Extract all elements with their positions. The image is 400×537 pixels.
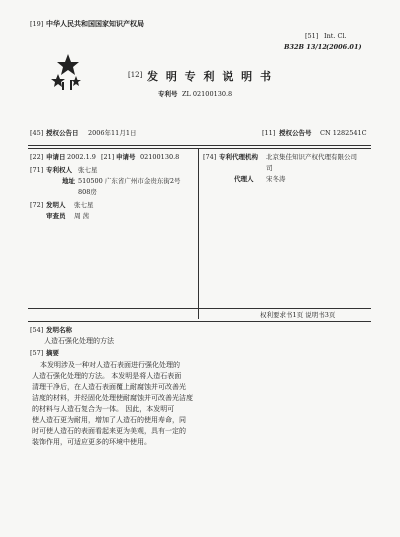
abstract-line: 本发明涉及一种对人造石表面进行强化处理的 <box>40 361 180 369</box>
app-date-label: 申请日 <box>46 153 66 161</box>
code-71: [71] <box>30 166 44 174</box>
document-title: 发 明 专 利 说 明 书 <box>147 70 273 83</box>
patent-number-label: 专利号 <box>158 90 178 98</box>
abstract-line: 时可使人造石的表面看起来更为美观，具有一定的 <box>32 427 186 435</box>
agency-label: 专利代理机构 <box>219 153 258 161</box>
abstract-label: 摘要 <box>46 349 59 357</box>
app-date-value: 2002.1.9 <box>67 153 96 161</box>
top-rule <box>28 145 371 146</box>
app-number-value: 02100130.8 <box>140 153 180 161</box>
address-label: 地址 <box>62 177 75 185</box>
abstract-line: 的材料与人造石复合为一体。 因此，本发明可 <box>32 405 175 413</box>
code-54: [54] <box>30 326 44 334</box>
invention-name-label: 发明名称 <box>46 326 72 334</box>
code-45: [45] <box>30 129 44 137</box>
code-72: [72] <box>30 201 44 209</box>
announce-date-label: 授权公告日 <box>46 129 79 137</box>
abstract-line: 使人造石更为耐用，增加了人造石的使用寿命，同 <box>32 416 186 424</box>
abstract-line: 清理干净后，在人造石表面覆上耐腐蚀并可改善光 <box>32 383 186 391</box>
intcl-value: B32B 13/12 <box>284 43 327 51</box>
app-number-label: 申请号 <box>116 153 136 161</box>
grant-number-value: CN 1282541C <box>320 129 367 137</box>
inventor-value: 张七星 <box>74 201 94 209</box>
inventor-label: 发明人 <box>46 201 66 209</box>
pages-rule-top <box>28 308 371 309</box>
pages-rule-bottom <box>28 321 371 322</box>
patentee-value: 张七星 <box>78 166 98 174</box>
agency-line-2: 司 <box>266 164 273 172</box>
intcl-date: (2006.01) <box>326 43 362 51</box>
examiner-value: 周 茜 <box>74 212 90 220</box>
code-51: [51] <box>305 32 319 40</box>
abstract-line: 洁度的材料，并经固化处理使耐腐蚀并可改善光洁度 <box>32 394 193 402</box>
center-divider <box>198 148 199 319</box>
intcl-label: Int. Cl. <box>324 32 347 40</box>
announce-date-value: 2006年11月1日 <box>88 129 137 137</box>
office-name: 中华人民共和国国家知识产权局 <box>46 19 144 28</box>
code-19: [19] <box>30 20 44 28</box>
agent-value: 宋冬涛 <box>266 175 286 183</box>
pages-note: 权利要求书1页 说明书3页 <box>260 311 336 319</box>
abstract-line: 装饰作用，可适应更多的环境中使用。 <box>32 438 151 446</box>
code-57: [57] <box>30 349 44 357</box>
invention-name-value: 人造石强化处理的方法 <box>44 337 114 345</box>
patentee-label: 专利权人 <box>46 166 72 174</box>
code-11: [11] <box>262 129 276 137</box>
examiner-label: 审查员 <box>46 212 66 220</box>
grant-number-label: 授权公告号 <box>279 129 312 137</box>
code-74: [74] <box>203 153 217 161</box>
code-12: [12] <box>128 71 143 79</box>
address-line-1: 510500 广东省广州市金贵东街2号 <box>78 177 181 185</box>
agent-label: 代理人 <box>234 175 254 183</box>
code-21: [21] <box>101 153 115 161</box>
top-rule-2 <box>28 148 371 149</box>
patent-number-value: ZL 02100130.8 <box>182 90 233 98</box>
code-22: [22] <box>30 153 44 161</box>
office-logo-icon <box>48 52 88 92</box>
agency-line-1: 北京集佳知识产权代理有限公司 <box>266 153 357 161</box>
abstract-line: 人造石强化处理的方法。 本发明是将人造石表面 <box>32 372 182 380</box>
address-line-2: 808房 <box>78 188 97 196</box>
